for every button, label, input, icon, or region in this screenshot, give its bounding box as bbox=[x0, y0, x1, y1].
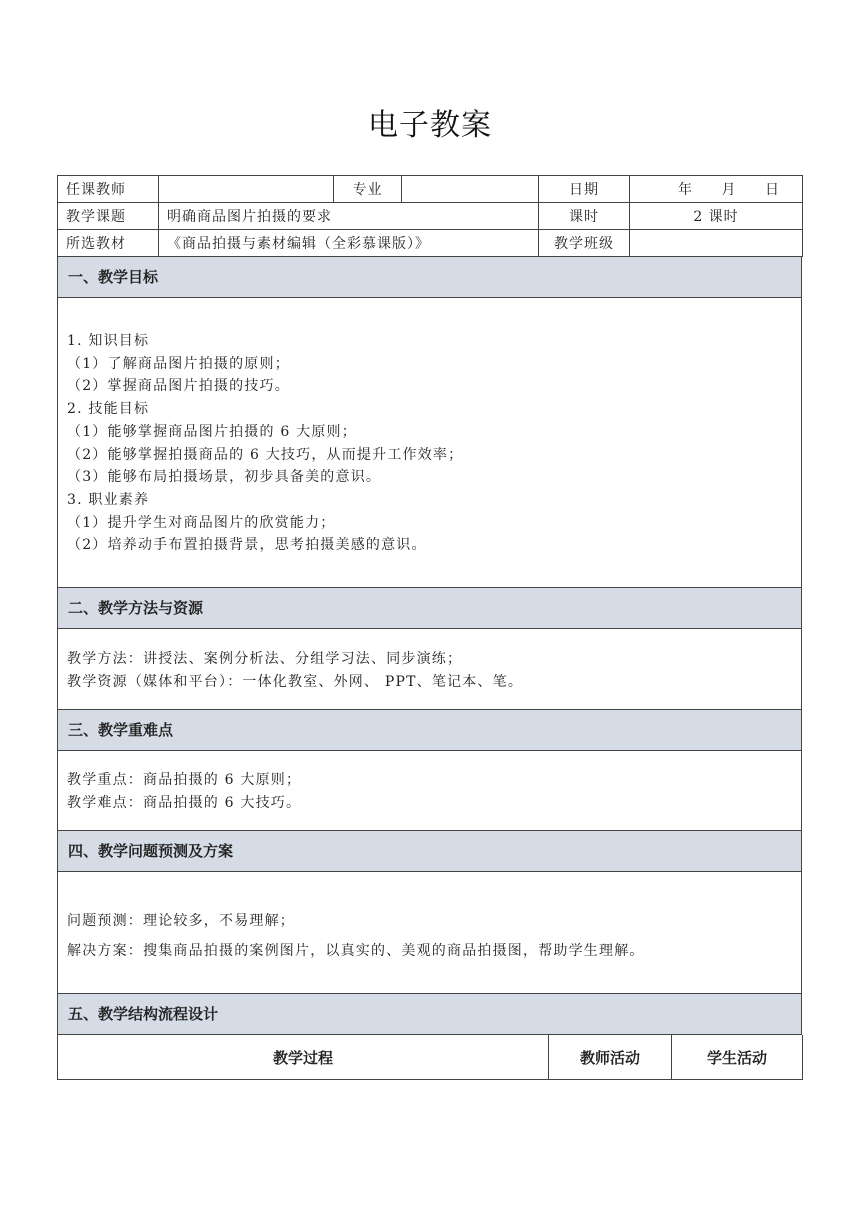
flow-header-student-activity: 学生活动 bbox=[672, 1035, 803, 1080]
teacher-field[interactable] bbox=[159, 176, 334, 203]
section-heading-problems: 四、教学问题预测及方案 bbox=[57, 831, 802, 872]
textbook-label: 所选教材 bbox=[58, 230, 159, 257]
objective-line: 3. 职业素养 bbox=[67, 491, 150, 508]
methods-line: 教学方法：讲授法、案例分析法、分组学习法、同步演练； bbox=[67, 651, 463, 667]
section-body-methods bbox=[57, 629, 802, 710]
section-heading-methods: 二、教学方法与资源 bbox=[57, 588, 802, 629]
info-row-topic bbox=[58, 203, 803, 230]
lesson-plan-form bbox=[57, 175, 802, 1080]
hours-label: 课时 bbox=[539, 203, 630, 230]
info-table bbox=[57, 175, 803, 257]
solution-line: 解决方案：搜集商品拍摄的案例图片，以真实的、美观的商品拍摄图，帮助学生理解。 bbox=[67, 943, 645, 959]
objective-line: （2）掌握商品图片拍摄的技巧。 bbox=[67, 378, 290, 395]
objective-line: （2）培养动手布置拍摄背景，思考拍摄美感的意识。 bbox=[67, 537, 427, 554]
info-row-textbook bbox=[58, 230, 803, 257]
section-heading-key-points: 三、教学重难点 bbox=[57, 710, 802, 751]
section-heading-flow: 五、教学结构流程设计 bbox=[57, 994, 802, 1035]
class-label: 教学班级 bbox=[539, 230, 630, 257]
topic-label: 教学课题 bbox=[58, 203, 159, 230]
date-month: 月 bbox=[721, 182, 737, 198]
date-year: 年 bbox=[678, 182, 693, 198]
problem-prediction-line: 问题预测：理论较多，不易理解； bbox=[67, 913, 295, 929]
key-point-line: 教学重点：商品拍摄的 6 大原则； bbox=[67, 772, 302, 788]
objective-line: 2. 技能目标 bbox=[67, 401, 150, 418]
section-heading-objectives: 一、教学目标 bbox=[57, 257, 802, 298]
objective-line: （2）能够掌握拍摄商品的 6 大技巧，从而提升工作效率； bbox=[67, 446, 464, 463]
flow-header-row bbox=[58, 1035, 803, 1080]
objective-line: （1）了解商品图片拍摄的原则； bbox=[67, 355, 290, 372]
resources-line: 教学资源（媒体和平台）：一体化教室、外网、 PPT、笔记本、笔。 bbox=[67, 674, 524, 690]
objective-line: 1. 知识目标 bbox=[67, 333, 150, 349]
flow-table bbox=[57, 1035, 803, 1080]
teacher-label: 任课教师 bbox=[58, 176, 159, 203]
objective-line: （1）提升学生对商品图片的欣赏能力； bbox=[67, 514, 336, 531]
document-title: 电子教案 bbox=[368, 108, 492, 143]
date-day: 日 bbox=[765, 182, 780, 198]
objective-line: （1）能够掌握商品图片拍摄的 6 大原则； bbox=[67, 423, 357, 440]
section-body-problems bbox=[57, 872, 802, 994]
date-label: 日期 bbox=[539, 176, 630, 203]
difficult-point-line: 教学难点：商品拍摄的 6 大技巧。 bbox=[67, 795, 302, 811]
major-label: 专业 bbox=[334, 176, 402, 203]
textbook-field[interactable]: 《商品拍摄与素材编辑（全彩慕课版）》 bbox=[159, 230, 539, 257]
flow-header-teacher-activity: 教师活动 bbox=[549, 1035, 672, 1080]
info-row-teacher bbox=[58, 176, 803, 203]
class-field[interactable] bbox=[630, 230, 803, 257]
hours-field[interactable]: 2 课时 bbox=[630, 203, 803, 230]
flow-header-process: 教学过程 bbox=[58, 1035, 549, 1080]
topic-field[interactable]: 明确商品图片拍摄的要求 bbox=[159, 203, 539, 230]
major-field[interactable] bbox=[402, 176, 539, 203]
section-body-objectives bbox=[57, 298, 802, 588]
date-field[interactable] bbox=[630, 176, 803, 203]
objective-line: （3）能够布局拍摄场景，初步具备美的意识。 bbox=[67, 469, 382, 486]
section-body-key-points bbox=[57, 751, 802, 831]
